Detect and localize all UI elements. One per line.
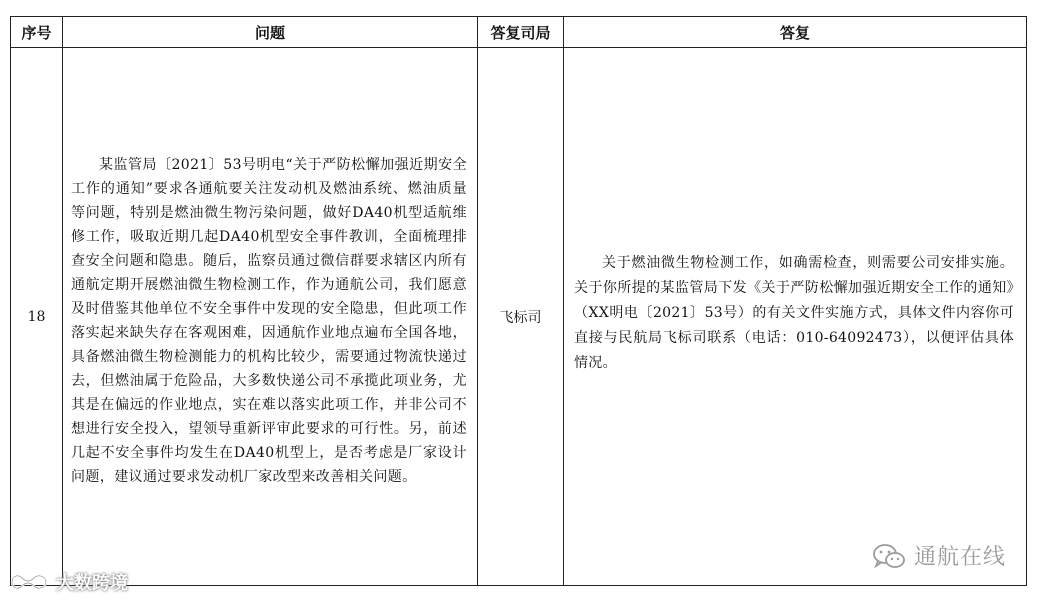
reply-table: [10, 16, 1027, 586]
watermark-left: [8, 569, 128, 595]
watermark-right: [872, 540, 1006, 571]
table-row: [11, 48, 1027, 586]
header-question: 问题: [63, 17, 478, 48]
header-no: 序号: [11, 17, 63, 48]
logo-icon: [8, 572, 52, 592]
answer-text: 关于燃油微生物检测工作，如确需检查，则需要公司安排实施。关于你所提的某监管局下发《关于严防松懈加强近期安全工作的通知》（XX明电〔2021〕53号）的有关文件实施方式，具体文件内容你可直接与民航局飞标司联系（电话：010-64092473），以便评估具体情况。: [574, 255, 1014, 371]
row-number: 18: [11, 48, 63, 586]
question-cell: [63, 48, 478, 586]
header-row: [11, 17, 1027, 48]
header-answer: 答复: [564, 17, 1027, 48]
question-text: 某监管局〔2021〕53号明电“关于严防松懈加强近期安全工作的通知”要求各通航要关注发动机及燃油系统、燃油质量等问题，特别是燃油微生物污染问题，做好DA40机型适航维修工作，吸取近期几起DA40机型安全事件教训，全面梳理排查安全问题和隐患。随后，监察员通过微信群要求辖区内所有通航定期开展燃油微生物检测工作，作为通航公司，我们愿意及时借鉴其他单位不安全事件中发现的安全隐患，但此项工作落实起来缺失存在客观困难，因通航作业地点遍布全国各地，具备燃油微生物检测能力的机构比较少，需要通过物流快递过去，但燃油属于危险品，大多数快递公司不承揽此项业务，尤其是在偏远的作业地点，实在难以落实此项工作，并非公司不想进行安全投入，望领导重新评审此要求的可行性。另，前述几起不安全事件均发生在DA40机型上，是否考虑是厂家设计问题，建议通过要求发动机厂家改型来改善相关问题。: [71, 156, 467, 485]
watermark-right-text: 通航在线: [913, 545, 1006, 570]
wechat-icon: [872, 542, 906, 570]
watermark-left-text: 大数跨境: [56, 573, 128, 594]
header-dept: 答复司局: [478, 17, 564, 48]
answer-cell: [564, 48, 1027, 586]
dept-cell: 飞标司: [478, 48, 564, 586]
